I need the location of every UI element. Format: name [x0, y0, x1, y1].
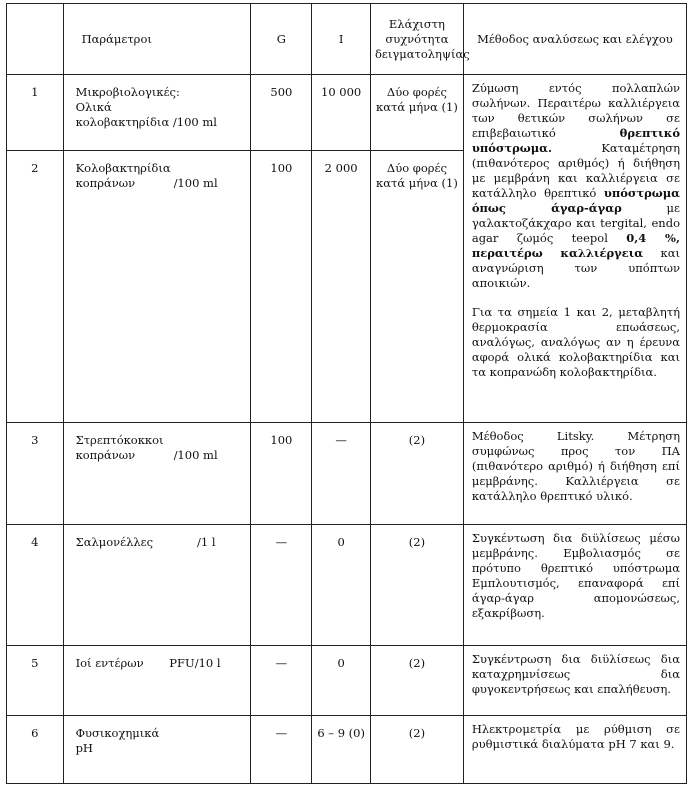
row-g: 100: [251, 151, 312, 423]
param-name: pH: [75, 741, 93, 755]
row-number: 3: [7, 423, 64, 525]
header-number: [7, 4, 64, 75]
method-text-bold: 0,4 %, περαιτέρω καλλιέργεια: [471, 231, 680, 260]
row-i: 10 000: [312, 75, 371, 151]
method-text: Ζύμωση εντός πολλαπλών σωλήνων. Περαιτέρω καλλιέργεια των θετικών σωλήνων σε επιβεβαιωτικό: [471, 81, 680, 140]
param-unit: /100 ml: [173, 448, 218, 462]
table-row: [7, 423, 687, 525]
param-unit: /100 ml: [172, 115, 217, 129]
row-i: —: [312, 423, 371, 525]
row-i: 0: [312, 525, 371, 646]
row-method: Συγκέντρωση δια διϋλίσεως δια καταχρημνίσεως δια φυγοκεντρήσεως και επαλήθευση.: [463, 646, 686, 716]
table-row: [7, 716, 687, 784]
row-number: 1: [7, 75, 64, 151]
param-name-unit: [76, 656, 221, 671]
row-parameter: [63, 151, 251, 423]
header-g: G: [251, 4, 312, 75]
param-name: Στρεπτόκοκκοι κοπράνων: [75, 433, 164, 462]
row-frequency: (2): [370, 525, 463, 646]
method-text-bold: θρεπτικό υπόστρωμα.: [471, 126, 680, 155]
row-method: Μέθοδος Litsky. Μέτρηση συμφώνως προς τον ΠΑ (πιθανότερο αριθμό) ή διήθηση επί μεμβράνης. Καλλιέργεια σε κατάλληλο θρεπτικό υλικό.: [463, 423, 686, 525]
row-g: 500: [251, 75, 312, 151]
table-row: [7, 525, 687, 646]
method-text: Καταμέτρηση (πιθανότερος αριθμός) ή διήθηση με μεμβράνη και καλλιέργεια σε κατάλληλο θρεπτικό: [471, 141, 680, 200]
table-row: [7, 646, 687, 716]
param-unit: /100 ml: [173, 176, 218, 190]
param-unit: /1 l: [197, 535, 216, 549]
row-parameter: [63, 646, 251, 716]
method-text-bold: υπόστρωμα όπως άγαρ-άγαρ: [471, 186, 680, 215]
row-g: 100: [251, 423, 312, 525]
param-name-unit: [76, 535, 216, 550]
row-frequency: Δύο φορές κατά μήνα (1): [370, 75, 463, 151]
param-qualifier: Ολικά: [75, 100, 112, 114]
row-method: Συγκέντωση δια διϋλίσεως μέσω μεμβράνης. Εμβολιασμός σε πρότυπο θρεπτικό υπόστρωμα Εμπλουτισμός, επαναφορά επί άγαρ-άγαρ απομονώσεως, εξακρίβωση.: [463, 525, 686, 646]
row-number: 2: [7, 151, 64, 423]
param-category: Μικροβιολογικές:: [75, 85, 180, 99]
table-row: [7, 75, 687, 151]
row-frequency: Δύο φορές κατά μήνα (1): [370, 151, 463, 423]
param-name: Κολοβακτηρίδια κοπράνων: [75, 161, 171, 190]
row-parameter: [63, 716, 251, 784]
param-name: κολοβακτηρίδια: [75, 115, 170, 129]
header-i: I: [312, 4, 371, 75]
param-name: Σαλμονέλλες: [75, 535, 154, 549]
method-paragraph-2: Για τα σημεία 1 και 2, μεταβλητή θερμοκρασία επωάσεως, αναλόγως, αναλόγως αν η έρευνα αφορά ολικά κολοβακτηρίδια και τα κοπρανώδη κολοβακτηρίδια.: [471, 305, 680, 379]
method-paragraph-1: [472, 81, 680, 291]
row-i: 0: [312, 646, 371, 716]
row-frequency: (2): [370, 646, 463, 716]
row-i: 2 000: [312, 151, 371, 423]
param-name-unit: [76, 115, 247, 130]
row-parameter: [63, 423, 251, 525]
method-text: και αναγνώριση των υπόπτων αποικιών.: [471, 246, 680, 290]
header-method: Μέθοδος αναλύσεως και ελέγχου: [463, 4, 686, 75]
row-i: 6 – 9 (0): [312, 716, 371, 784]
row-g: —: [251, 716, 312, 784]
row-number: 5: [7, 646, 64, 716]
param-category: Φυσικοχημικά: [75, 726, 160, 740]
parameters-table: [6, 3, 687, 784]
row-number: 4: [7, 525, 64, 646]
param-unit: PFU/10 l: [169, 656, 221, 670]
header-row: [7, 4, 687, 75]
row-frequency: (2): [370, 423, 463, 525]
row-method: Ηλεκτρομετρία με ρύθμιση σε ρυθμιστικά διαλύματα pH 7 και 9.: [463, 716, 686, 784]
row-frequency: (2): [370, 716, 463, 784]
header-parameter: Παράμετροι: [63, 4, 251, 75]
row-number: 6: [7, 716, 64, 784]
row-g: —: [251, 646, 312, 716]
row-g: —: [251, 525, 312, 646]
method-cell-1-2: [463, 75, 686, 423]
header-frequency: Ελάχιστη συχνότητα δειγματοληψίας: [370, 4, 463, 75]
row-parameter: [63, 525, 251, 646]
method-text: με γαλακτοζάκχαρο και tergital, endo agar ζωμός teepol: [471, 201, 680, 245]
row-parameter: [63, 75, 251, 151]
param-name: Ιοί εντέρων: [75, 656, 144, 670]
